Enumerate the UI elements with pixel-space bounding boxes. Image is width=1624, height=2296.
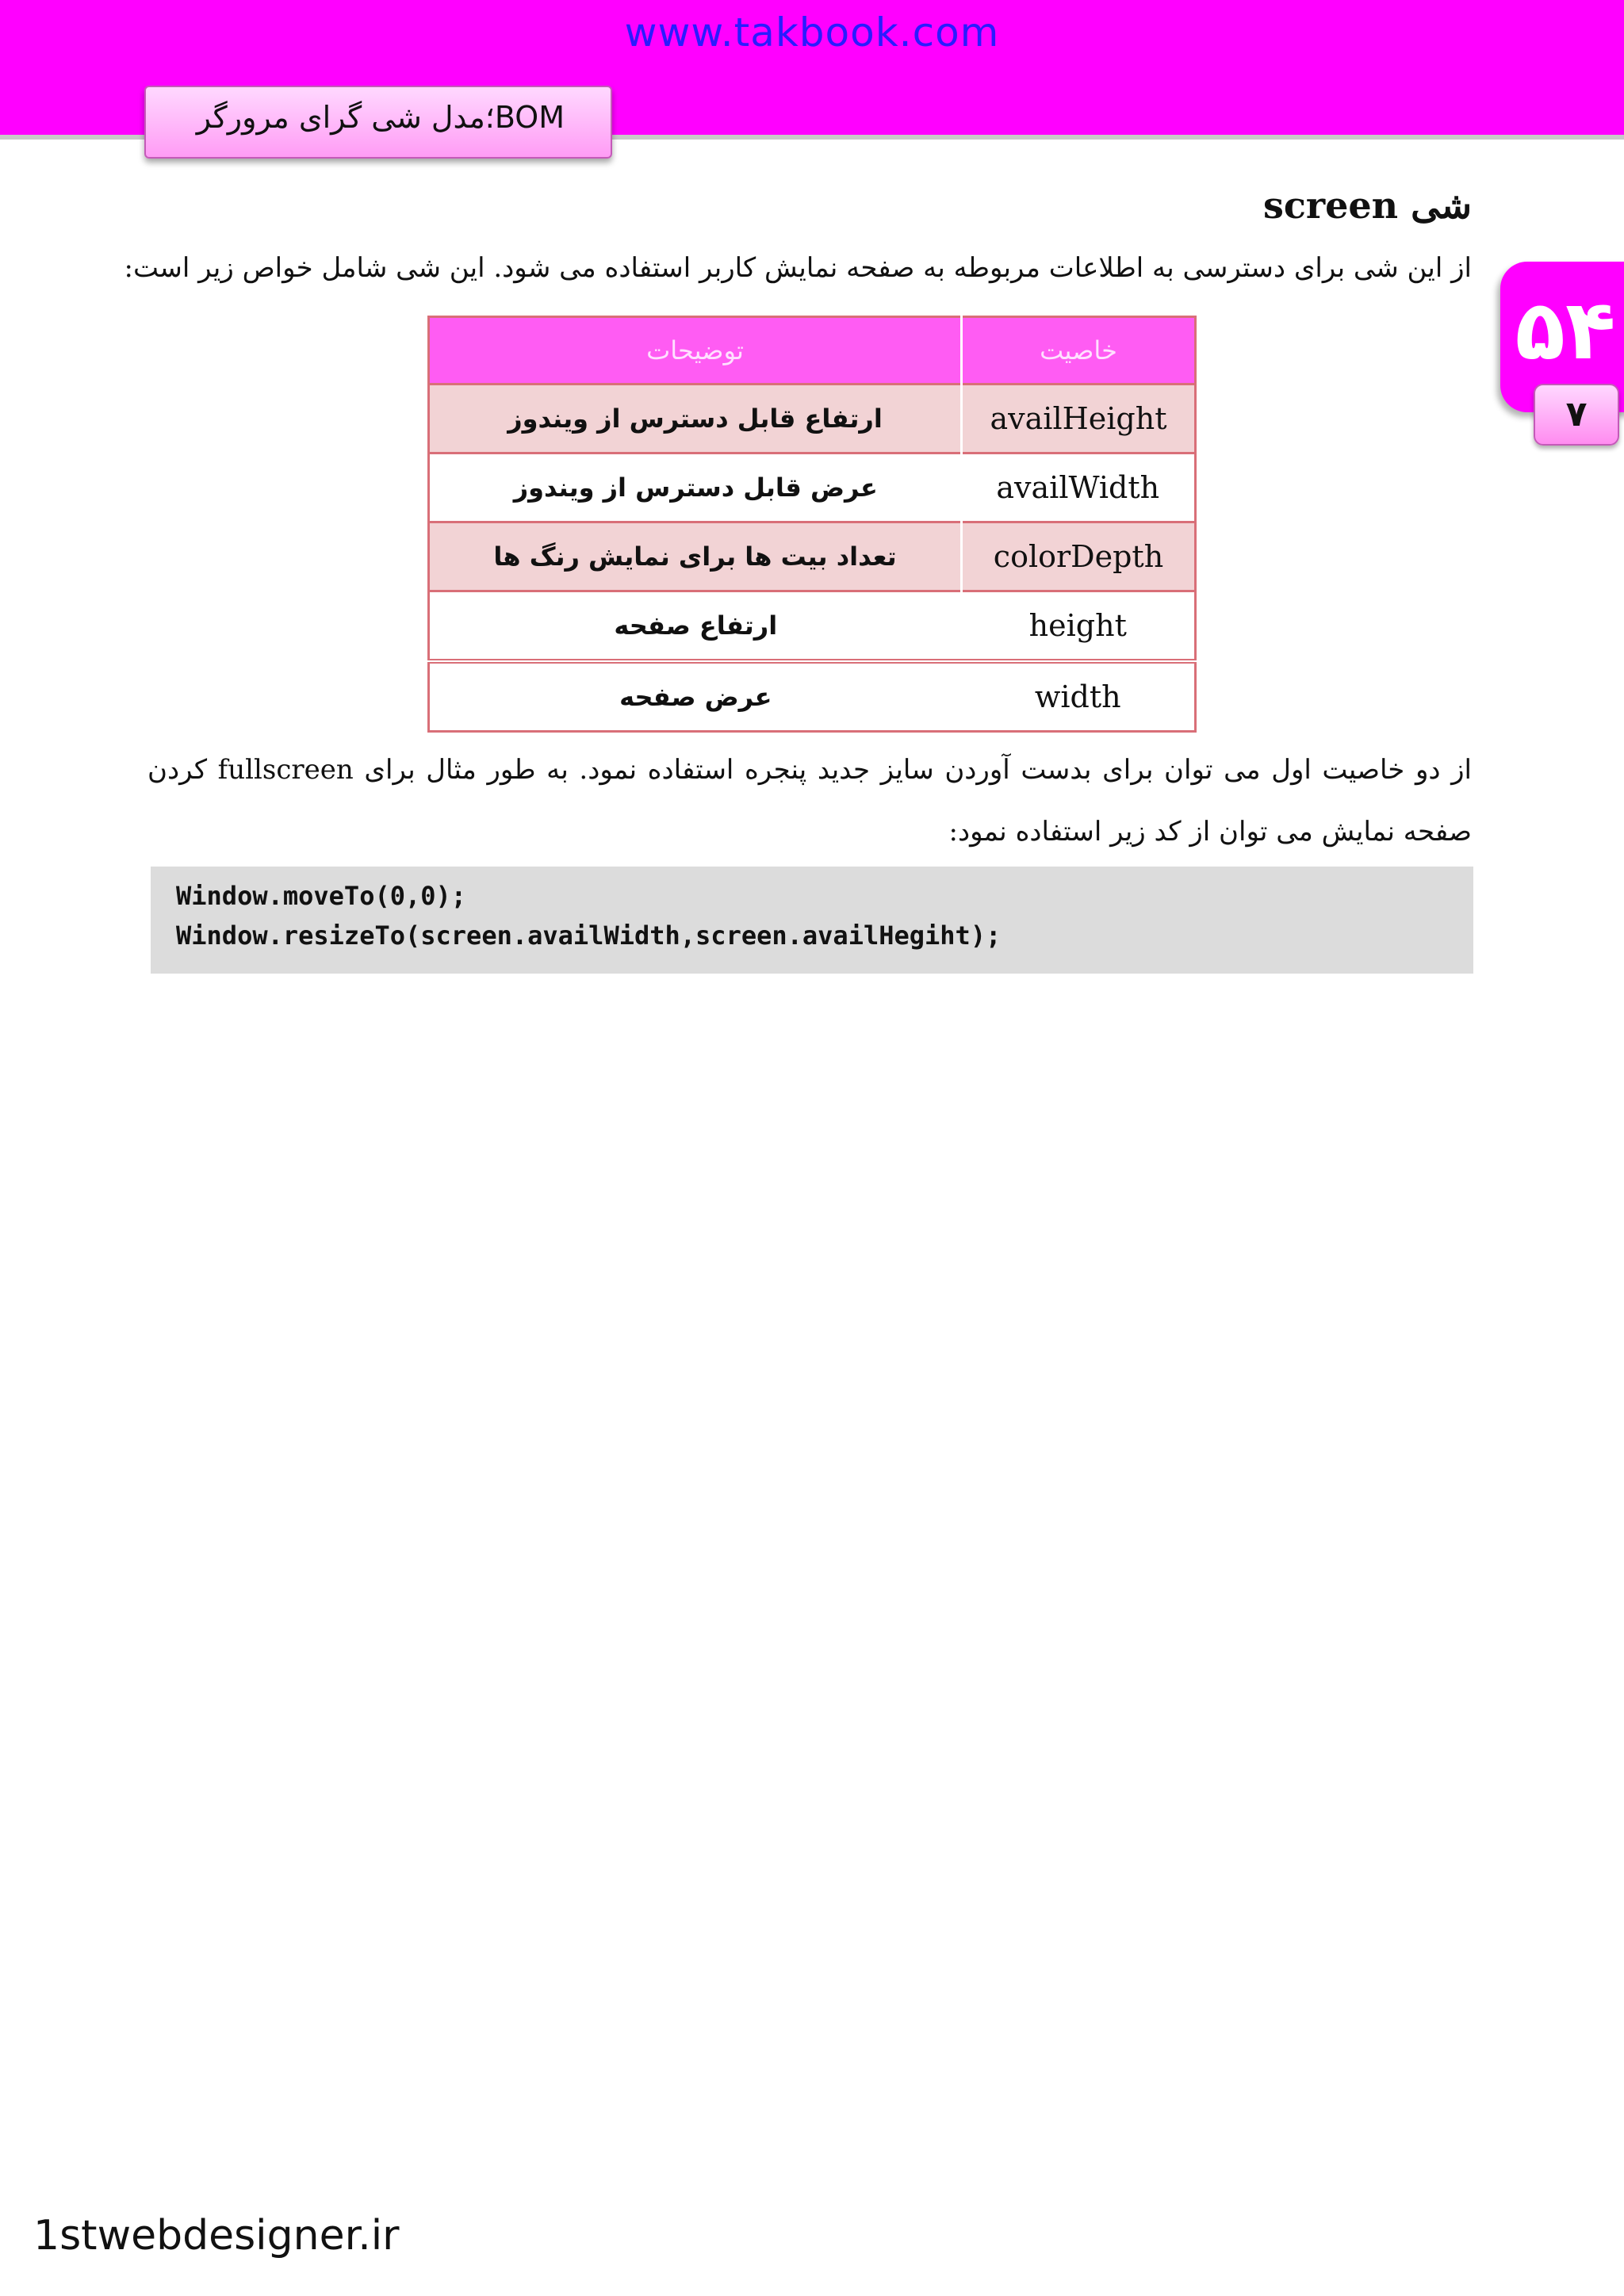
- header-description: توضیحات: [429, 317, 962, 385]
- description-cell: ارتفاع قابل دسترس از ویندوز: [429, 385, 962, 453]
- table-header-row: [429, 317, 1196, 385]
- description-cell: تعداد بیت ها برای نمایش رنگ ها: [429, 522, 962, 591]
- property-cell: availWidth: [962, 453, 1196, 522]
- table-row: [429, 522, 1196, 591]
- property-cell: height: [962, 591, 1196, 662]
- table-row: [429, 453, 1196, 522]
- properties-table: [427, 316, 1197, 733]
- property-cell: colorDepth: [962, 522, 1196, 591]
- property-cell: width: [962, 661, 1196, 732]
- body-paragraph: از دو خاصیت اول می توان برای بدست آوردن سایز جدید پنجره استفاده نمود. به طور مثال برای fullscreen کردن صفحه نمایش می توان از کد زیر استفاده نمود:: [147, 754, 1472, 848]
- page-number: ۵۴: [1515, 281, 1616, 378]
- chapter-title: BOM؛مدل شی گرای مرورگر: [196, 100, 565, 135]
- site-url-link[interactable]: www.takbook.com: [624, 10, 1000, 55]
- code-block: [151, 867, 1473, 974]
- header-property: خاصیت: [962, 317, 1196, 385]
- code-line: Window.resizeTo(screen.availWidth,screen.availHegiht);: [176, 920, 1002, 951]
- chapter-number-tab: [1534, 384, 1619, 446]
- table-row: [429, 661, 1196, 732]
- code-line: Window.moveTo(0,0);: [176, 881, 467, 911]
- section-heading: شی screen: [1262, 184, 1472, 227]
- table-row: [429, 385, 1196, 453]
- table-row: [429, 591, 1196, 662]
- chapter-tab: [144, 86, 612, 159]
- property-cell: availHeight: [962, 385, 1196, 453]
- intro-paragraph: از این شی برای دسترسی به اطلاعات مربوطه به صفحه نمایش کاربر استفاده می شود. این شی شامل خواص زیر است:: [124, 252, 1472, 284]
- chapter-number: ۷: [1565, 394, 1588, 434]
- description-cell: عرض صفحه: [429, 661, 962, 732]
- description-cell: ارتفاع صفحه: [429, 591, 962, 662]
- description-cell: عرض قابل دسترس از ویندوز: [429, 453, 962, 522]
- footer-watermark: 1stwebdesigner.ir: [33, 2212, 400, 2260]
